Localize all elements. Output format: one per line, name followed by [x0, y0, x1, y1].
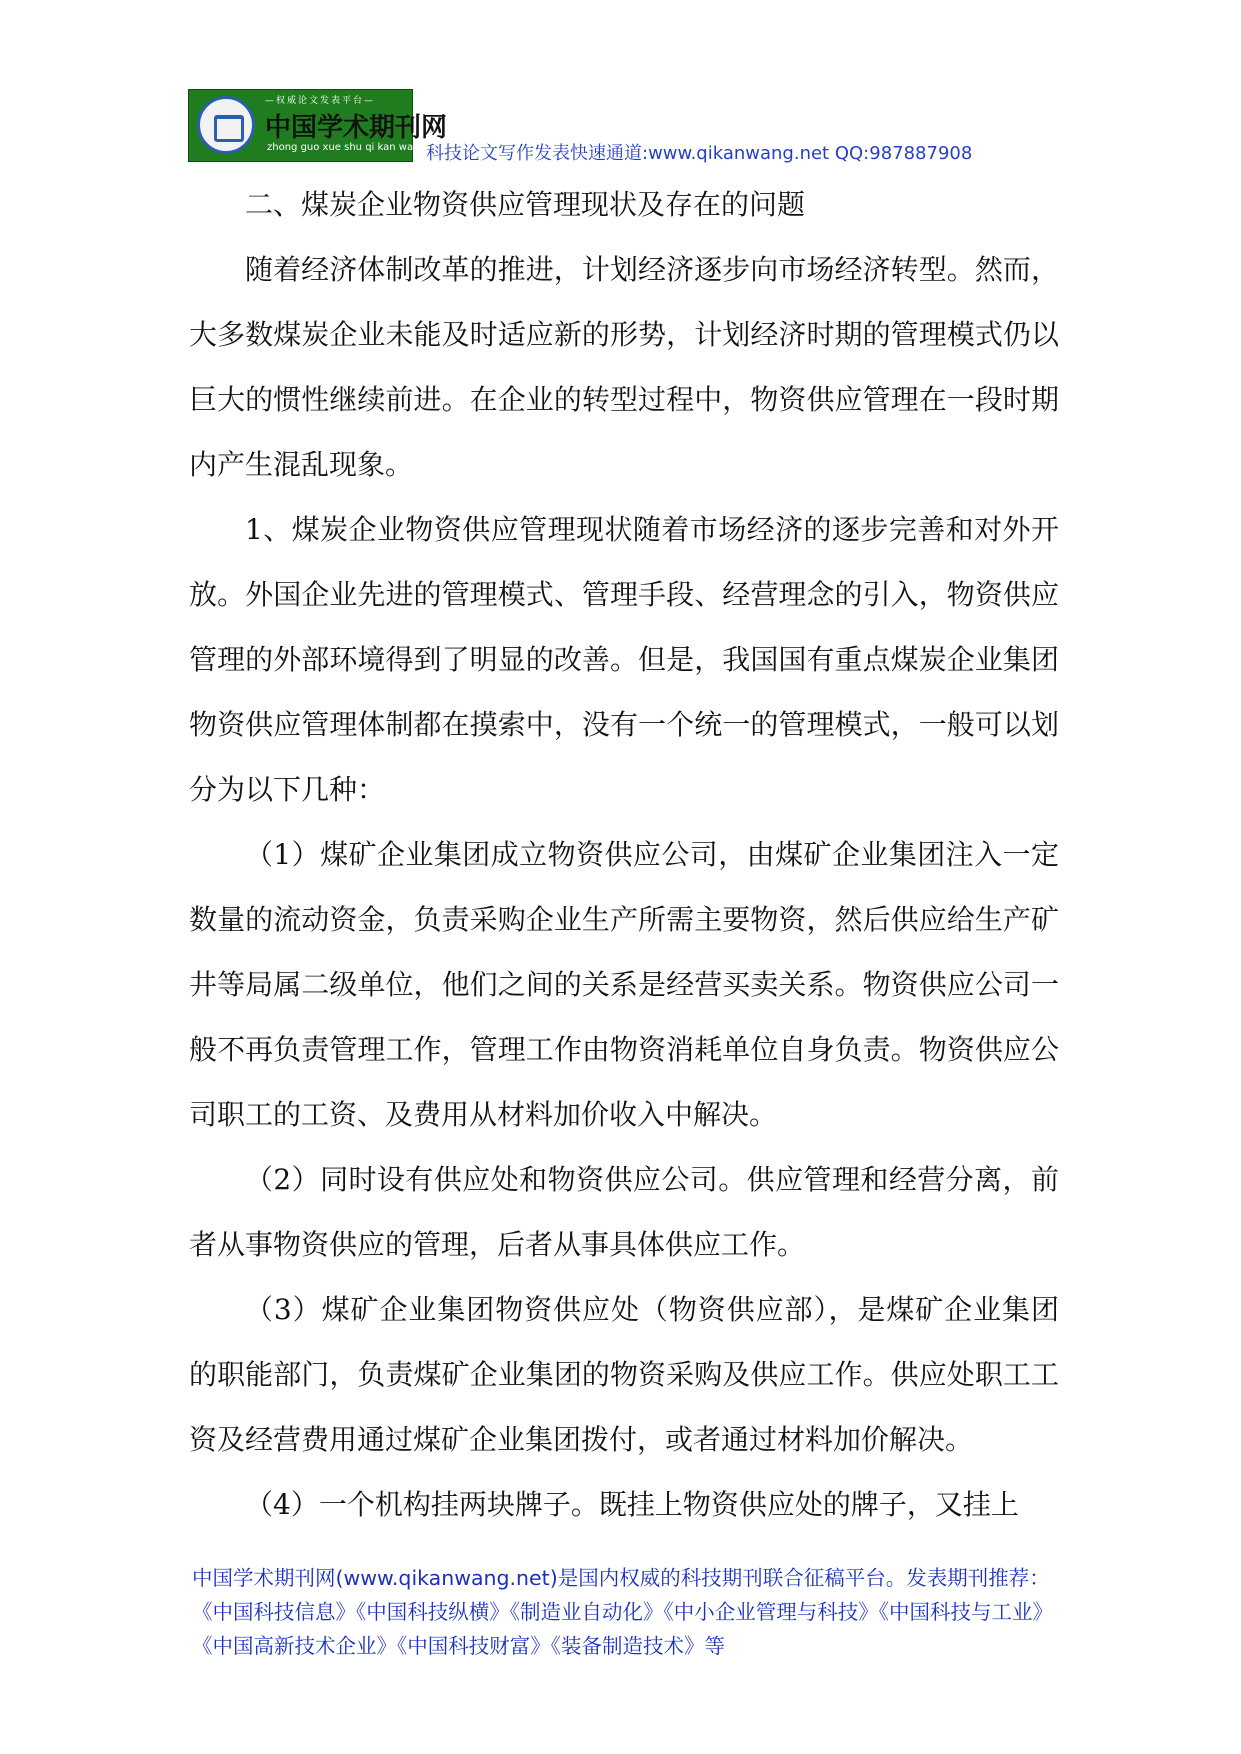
logo-slogan: —权威论文发表平台— [265, 96, 376, 106]
paragraph: 随着经济体制改革的推进，计划经济逐步向市场经济转型。然而，大多数煤炭企业未能及时适应新的形势，计划经济时期的管理模式仍以巨大的惯性继续前进。在企业的转型过程中，物资供应管理在一段时期内产生混乱现象。 [189, 253, 1059, 481]
section-heading: 二、煤炭企业物资供应管理现状及存在的问题 [245, 188, 806, 221]
page-header [188, 89, 1058, 162]
article-body [189, 172, 1059, 1537]
logo-pinyin: zhong guo xue shu qi kan wang [267, 142, 426, 153]
page-footer: 中国学术期刊网(www.qikanwang.net)是国内权威的科技期刊联合征稿平台。发表期刊推荐：《中国科技信息》《中国科技纵横》《制造业自动化》《中小企业管理与科技》《中国科技与工业》《中国高新技术企业》《中国科技财富》《装备制造技术》等 [192, 1566, 1053, 1658]
header-contact-link[interactable]: 科技论文写作发表快速通道:www.qikanwang.net QQ:987887908 [426, 143, 973, 164]
logo-emblem [197, 96, 255, 154]
paragraph: （2）同时设有供应处和物资供应公司。供应管理和经营分离，前者从事物资供应的管理，后者从事具体供应工作。 [189, 1163, 1059, 1261]
paragraph: 1、煤炭企业物资供应管理现状随着市场经济的逐步完善和对外开放。外国企业先进的管理模式、管理手段、经营理念的引入，物资供应管理的外部环境得到了明显的改善。但是，我国国有重点煤炭企业集团物资供应管理体制都在摸索中，没有一个统一的管理模式，一般可以划分为以下几种： [189, 513, 1059, 806]
paragraph: （4）一个机构挂两块牌子。既挂上物资供应处的牌子，又挂上 [245, 1488, 1019, 1521]
book-icon [214, 115, 244, 142]
logo-name: 中国学术期刊网 [265, 113, 448, 143]
site-logo[interactable] [188, 89, 448, 162]
paragraph: （3）煤矿企业集团物资供应处（物资供应部），是煤矿企业集团的职能部门，负责煤矿企业集团的物资采购及供应工作。供应处职工工资及经营费用通过煤矿企业集团拨付，或者通过材料加价解决。 [189, 1293, 1059, 1456]
paragraph: （1）煤矿企业集团成立物资供应公司，由煤矿企业集团注入一定数量的流动资金，负责采购企业生产所需主要物资，然后供应给生产矿井等局属二级单位，他们之间的关系是经营买卖关系。物资供应公司一般不再负责管理工作，管理工作由物资消耗单位自身负责。物资供应公司职工的工资、及费用从材料加价收入中解决。 [189, 838, 1059, 1131]
